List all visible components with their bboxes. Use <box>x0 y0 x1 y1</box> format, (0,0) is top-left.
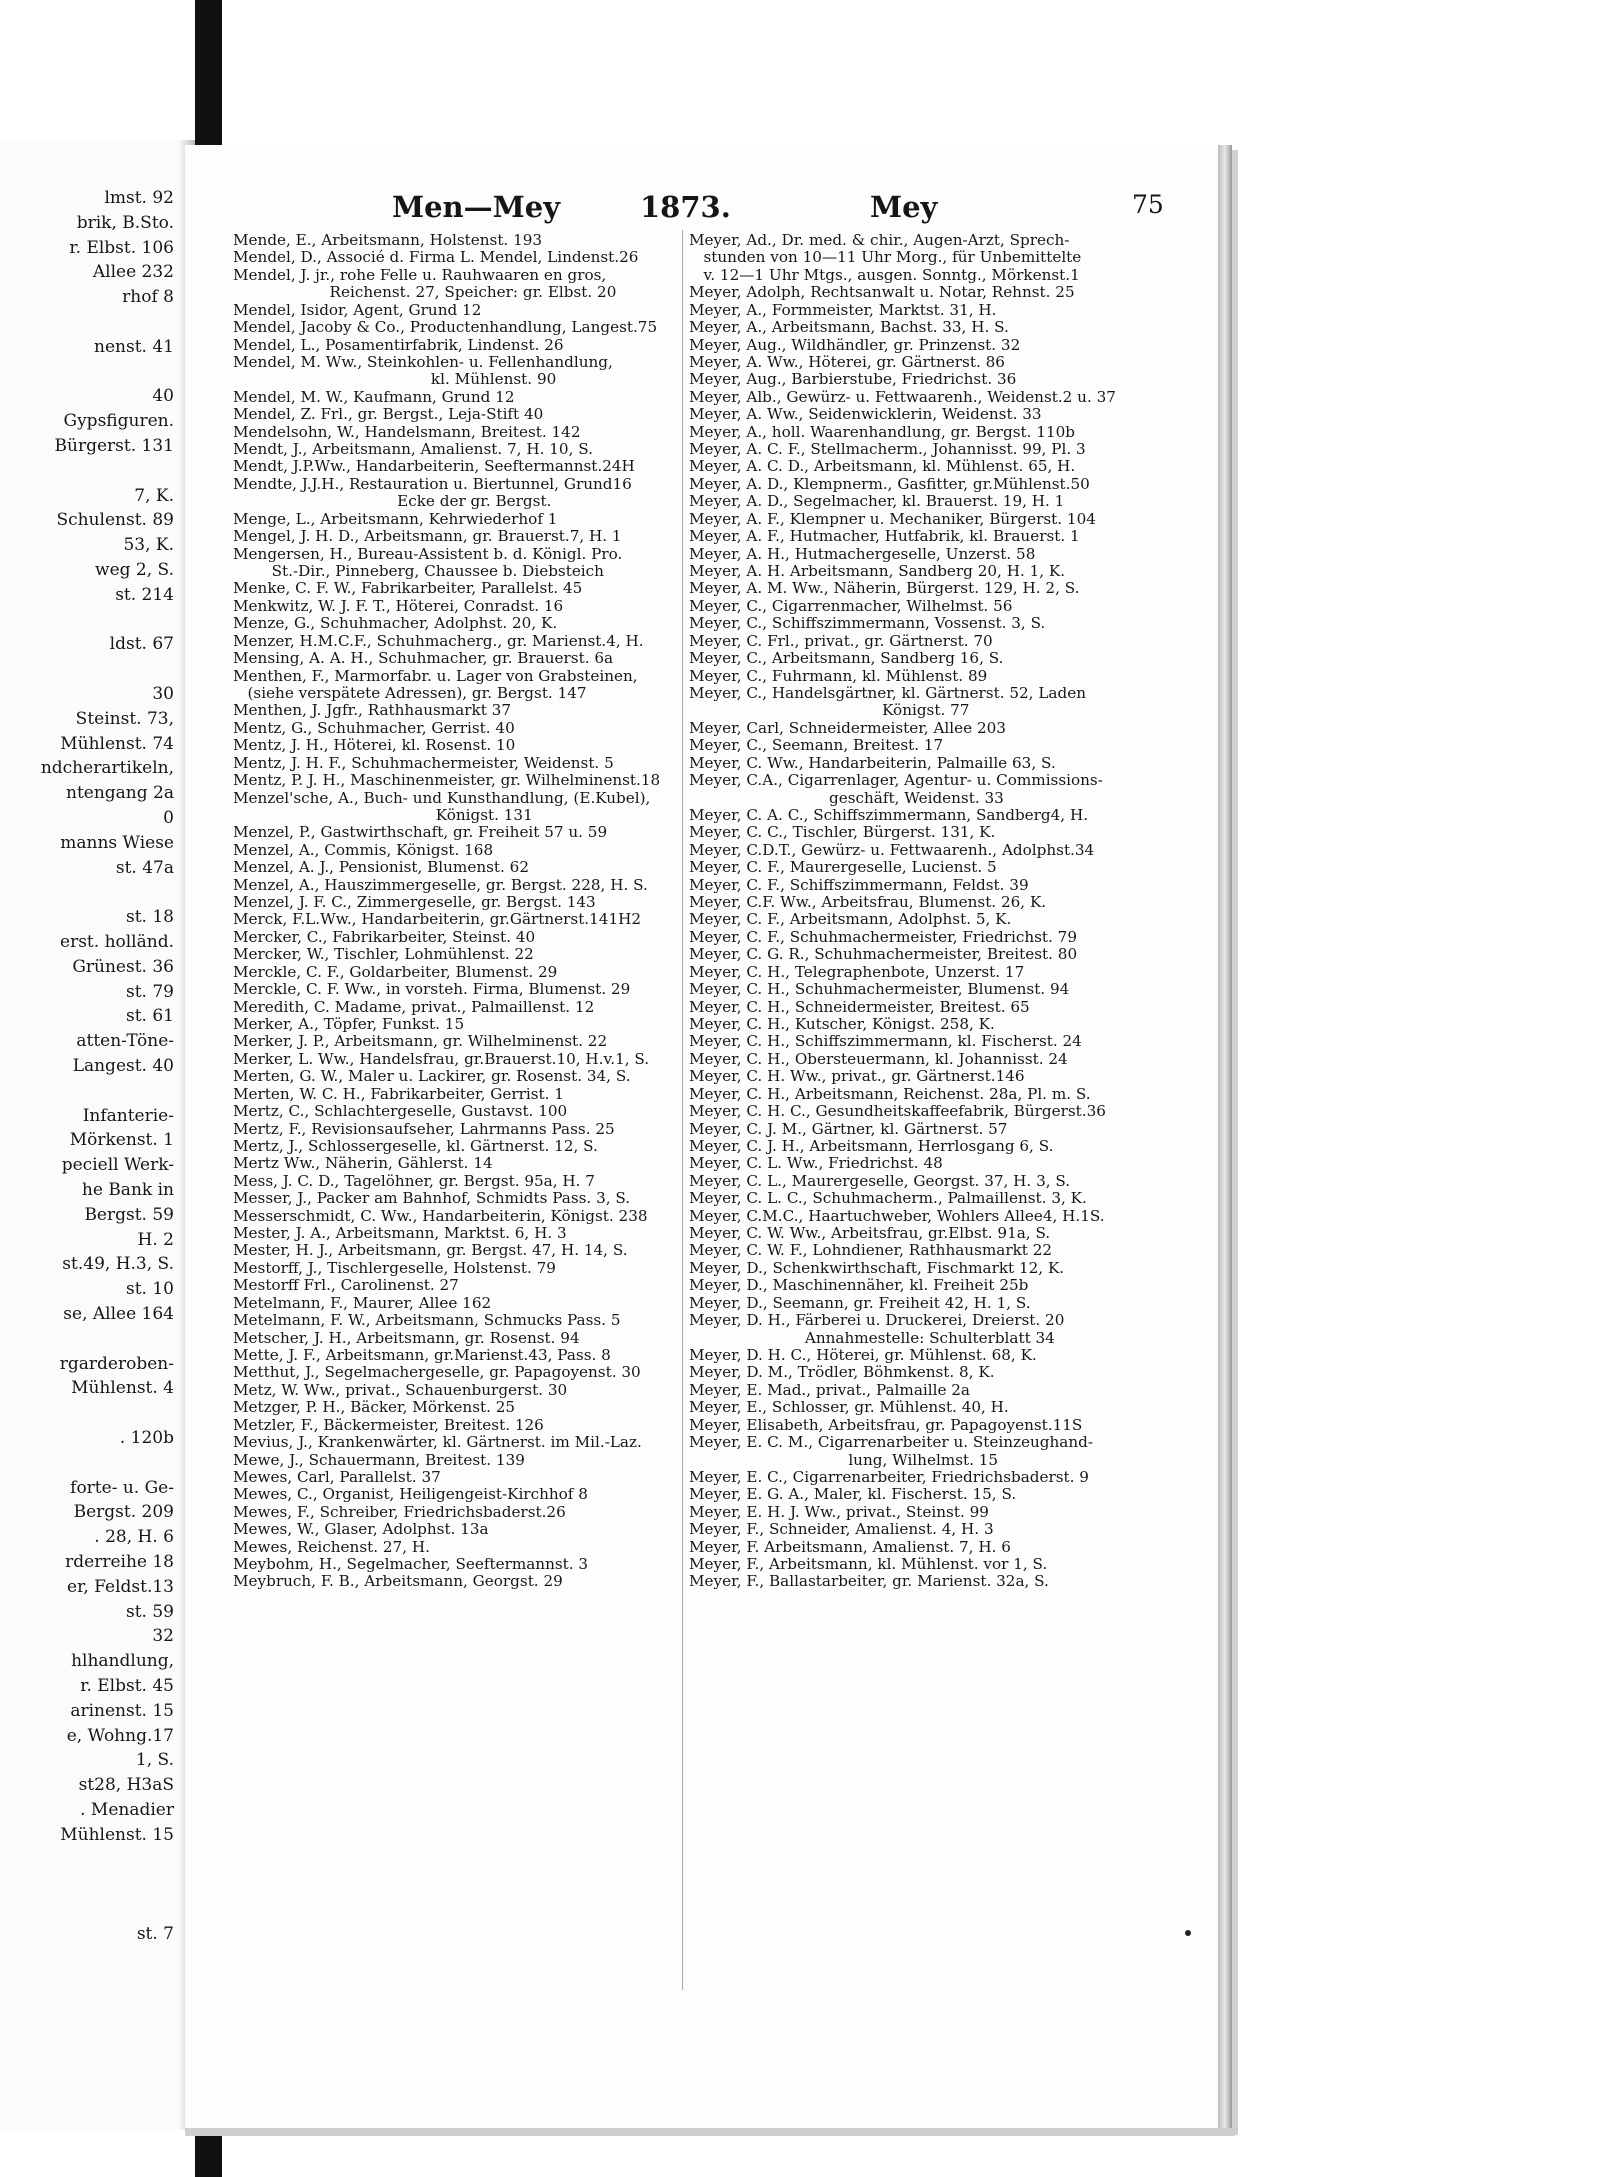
directory-entry: Meyer, C. F., Maurergeselle, Lucienst. 5 <box>689 859 997 877</box>
directory-entry: Mester, J. A., Arbeitsmann, Marktst. 6, H. 3 <box>233 1225 567 1243</box>
directory-entry: Mendel, Jacoby & Co., Productenhandlung, Langest.75 <box>233 319 658 337</box>
directory-entry: Menzel, A., Hauszimmergeselle, gr. Bergst. 228, H. S. <box>233 876 648 894</box>
directory-entry: Meyer, C.M.C., Haartuchweber, Wohlers Allee4, H.1S. <box>689 1207 1105 1225</box>
directory-entry: Meyer, Alb., Gewürz- u. Fettwaarenh., Weidenst.2 u. 37 <box>689 388 1116 406</box>
directory-entry: Meyer, C. F., Schiffszimmermann, Feldst. 39 <box>689 876 1029 894</box>
left-page-line: Bürgerst. 131 <box>54 436 174 456</box>
directory-column-right <box>689 232 1149 1591</box>
directory-entry: Mette, J. F., Arbeitsmann, gr.Marienst.43, Pass. 8 <box>233 1347 611 1364</box>
left-page-line: st. 59 <box>126 1601 174 1622</box>
directory-entry: Meyer, Aug., Barbierstube, Friedrichst. 36 <box>689 371 1017 389</box>
directory-entry: Meyer, C. H., Schneidermeister, Breitest. 65 <box>689 998 1030 1016</box>
directory-entry: Meyer, E. C. M., Cigarrenarbeiter u. Steinzeughand- <box>689 1434 1094 1452</box>
directory-entry: Mendel, J. jr., rohe Felle u. Rauhwaaren en gros, <box>233 266 607 284</box>
left-page-line: st. 7 <box>136 1924 174 1944</box>
directory-entry: Mendelsohn, W., Handelsmann, Breitest. 142 <box>233 423 581 441</box>
directory-entry: Mewes, Carl, Parallelst. 37 <box>233 1468 441 1486</box>
left-page-line: Infanterie- <box>82 1105 174 1126</box>
left-page-line: arinenst. 15 <box>70 1700 174 1721</box>
directory-entry: Mende, E., Arbeitsmann, Holstenst. 193 <box>233 232 543 249</box>
directory-entry: Meyer, C., Cigarrenmacher, Wilhelmst. 56 <box>689 597 1013 615</box>
directory-entry: Meyer, A. D., Klempnerm., Gasfitter, gr.Mühlenst.50 <box>689 475 1090 493</box>
directory-entry: Reichenst. 27, Speicher: gr. Elbst. 20 <box>233 284 617 302</box>
directory-entry: Meyer, F., Ballastarbeiter, gr. Marienst. 32a, S. <box>689 1573 1049 1591</box>
directory-entry: Merker, A., Töpfer, Funkst. 15 <box>233 1015 465 1033</box>
left-page-line: Grünest. 36 <box>72 956 174 977</box>
directory-entry: Mestorff Frl., Carolinenst. 27 <box>233 1277 459 1295</box>
left-page-line: he Bank in <box>81 1180 174 1200</box>
directory-entry: Mentz, J. H. F., Schuhmachermeister, Weidenst. 5 <box>233 754 614 772</box>
directory-entry: Meyer, A., Arbeitsmann, Bachst. 33, H. S. <box>689 319 1009 337</box>
left-page-line: Gypsfiguren. <box>63 411 174 432</box>
directory-entry: Merker, L. Ww., Handelsfrau, gr.Brauerst.10, H.v.1, S. <box>233 1050 650 1068</box>
directory-entry: Mendel, M. W., Kaufmann, Grund 12 <box>233 388 515 406</box>
left-page-line: Langest. 40 <box>72 1056 174 1076</box>
directory-entry: Meyer, Carl, Schneidermeister, Allee 203 <box>689 719 1006 737</box>
directory-entry: lung, Wilhelmst. 15 <box>689 1451 999 1469</box>
left-page-line: peciell Werk- <box>61 1155 174 1176</box>
left-page-line: 0 <box>163 808 174 828</box>
left-page-line: nenst. 41 <box>94 336 174 357</box>
left-page-fragment <box>0 140 178 2130</box>
directory-entry: Mercker, W., Tischler, Lohmühlenst. 22 <box>233 946 534 964</box>
left-page-line: st. 47a <box>115 857 174 878</box>
left-page-line: r. Elbst. 45 <box>80 1676 174 1696</box>
directory-entry: Mertz, J., Schlossergeselle, kl. Gärtnerst. 12, S. <box>233 1137 598 1155</box>
directory-entry: Menzel, J. F. C., Zimmergeselle, gr. Bergst. 143 <box>233 894 596 912</box>
directory-entry: Meyer, C. H., Schuhmachermeister, Blumenst. 94 <box>689 981 1070 999</box>
left-page-line: st. 10 <box>126 1279 174 1300</box>
left-page-line: 30 <box>152 684 174 704</box>
left-page-line: Mühlenst. 15 <box>60 1824 174 1845</box>
directory-entry: Menze, G., Schuhmacher, Adolphst. 20, K. <box>233 615 558 633</box>
directory-entry: Meyer, A. F., Hutmacher, Hutfabrik, kl. Brauerst. 1 <box>689 528 1080 546</box>
directory-entry: Menge, L., Arbeitsmann, Kehrwiederhof 1 <box>233 510 558 528</box>
directory-entry: Menzel, A. J., Pensionist, Blumenst. 62 <box>233 859 529 877</box>
directory-entry: Meyer, Elisabeth, Arbeitsfrau, gr. Papagoyenst.11S <box>689 1416 1083 1434</box>
directory-entry: Merker, J. P., Arbeitsmann, gr. Wilhelminenst. 22 <box>233 1033 608 1051</box>
left-page-line: st. 61 <box>126 1006 174 1027</box>
directory-column-left <box>233 232 713 1591</box>
directory-entry: Meyer, C. A. C., Schiffszimmermann, Sandberg4, H. <box>689 806 1089 824</box>
directory-entry: Meyer, A. H. Arbeitsmann, Sandberg 20, H. 1, K. <box>689 563 1066 581</box>
directory-entry: Merten, G. W., Maler u. Lackirer, gr. Rosenst. 34, S. <box>233 1068 631 1086</box>
directory-entry: Meyer, C. J. H., Arbeitsmann, Herrlosgang 6, S. <box>689 1137 1054 1155</box>
left-page-line: ndcherartikeln, <box>40 758 174 779</box>
directory-entry: Meyer, A. C. F., Stellmacherm., Johannisst. 99, Pl. 3 <box>689 441 1086 459</box>
directory-entry: Meyer, A. D., Segelmacher, kl. Brauerst. 19, H. 1 <box>689 493 1065 511</box>
directory-entry: Meyer, C. W. F., Lohndiener, Rathhausmarkt 22 <box>689 1242 1053 1260</box>
directory-entry: Meyer, E. H. J. Ww., privat., Steinst. 99 <box>689 1503 989 1521</box>
directory-entry: Meyer, C., Fuhrmann, kl. Mühlenst. 89 <box>689 667 988 685</box>
left-page-line: forte- u. Ge- <box>70 1477 174 1498</box>
directory-entry: Mendel, Isidor, Agent, Grund 12 <box>233 301 482 319</box>
left-page-line: . 120b <box>119 1428 174 1448</box>
directory-entry: Meyer, F. Arbeitsmann, Amalienst. 7, H. 6 <box>689 1538 1011 1556</box>
directory-entry: kl. Mühlenst. 90 <box>233 371 557 389</box>
directory-entry: Menthen, J. Jgfr., Rathhausmarkt 37 <box>233 702 512 720</box>
page-edge-inner <box>1232 150 1238 2135</box>
directory-entry: Mewes, W., Glaser, Adolphst. 13a <box>233 1521 489 1539</box>
left-page-line: Schulenst. 89 <box>56 510 174 531</box>
directory-entry: Merckle, C. F. Ww., in vorsteh. Firma, Blumenst. 29 <box>233 981 631 999</box>
directory-entry: Meyer, E., Schlosser, gr. Mühlenst. 40, H. <box>689 1399 1009 1417</box>
directory-entry: Meyer, E. C., Cigarrenarbeiter, Friedrichsbaderst. 9 <box>689 1468 1089 1486</box>
directory-entry: Mentz, J. H., Höterei, kl. Rosenst. 10 <box>233 737 516 755</box>
left-page-line: e, Wohng.17 <box>66 1725 174 1746</box>
directory-entry: Mertz, F., Revisionsaufseher, Lahrmanns Pass. 25 <box>233 1120 615 1138</box>
directory-entry: Mercker, C., Fabrikarbeiter, Steinst. 40 <box>233 928 536 946</box>
directory-entry: Meyer, E. G. A., Maler, kl. Fischerst. 15, S. <box>689 1486 1017 1504</box>
directory-entry: Meyer, C. H., Kutscher, Königst. 258, K. <box>689 1015 995 1033</box>
page-number: 75 <box>1132 190 1164 219</box>
directory-entry: geschäft, Weidenst. 33 <box>689 789 1004 807</box>
left-page-line: Allee 232 <box>92 262 174 283</box>
left-page-line: Steinst. 73, <box>75 708 174 729</box>
directory-entry: Meyer, C.D.T., Gewürz- u. Fettwaarenh., Adolphst.34 <box>689 841 1095 859</box>
directory-entry: Meyer, C. H., Obersteuermann, kl. Johannisst. 24 <box>689 1050 1068 1068</box>
directory-entry: Mendt, J., Arbeitsmann, Amalienst. 7, H. 10, S. <box>233 441 593 459</box>
left-page-line: Bergst. 209 <box>73 1502 174 1523</box>
directory-entry: Meyer, C.A., Cigarrenlager, Agentur- u. Commissions- <box>689 772 1103 790</box>
directory-entry: Meyer, C. C., Tischler, Bürgerst. 131, K. <box>689 824 996 842</box>
directory-entry: Metscher, J. H., Arbeitsmann, gr. Rosenst. 94 <box>233 1329 580 1347</box>
left-page-line: er, Feldst.13 <box>67 1576 174 1597</box>
directory-entry: Meyer, C. H., Telegraphenbote, Unzerst. 17 <box>689 963 1025 981</box>
left-page-line: lmst. 92 <box>104 188 174 208</box>
left-page-line: se, Allee 164 <box>63 1304 174 1324</box>
directory-entry: Mendel, L., Posamentirfabrik, Lindenst. 26 <box>233 336 564 354</box>
directory-entry: Messerschmidt, C. Ww., Handarbeiterin, Königst. 238 <box>233 1207 648 1225</box>
directory-entry: stunden von 10—11 Uhr Morg., für Unbemittelte <box>689 249 1082 267</box>
directory-entry: Meybohm, H., Segelmacher, Seeftermannst. 3 <box>233 1556 589 1574</box>
directory-entry: Meyer, F., Schneider, Amalienst. 4, H. 3 <box>689 1521 994 1539</box>
left-page-line: st. 18 <box>126 907 174 928</box>
directory-entry: v. 12—1 Uhr Mtgs., ausgen. Sonntg., Mörkenst.1 <box>689 266 1080 284</box>
directory-entry: Menkwitz, W. J. F. T., Höterei, Conradst. 16 <box>233 597 564 615</box>
directory-entry: Meyer, C. L., Maurergeselle, Georgst. 37, H. 3, S. <box>689 1172 1071 1190</box>
left-page-line: . 28, H. 6 <box>94 1527 174 1548</box>
left-page-line: rderreihe 18 <box>65 1552 174 1572</box>
directory-entry: Meyer, D., Maschinennäher, kl. Freiheit 25b <box>689 1277 1029 1295</box>
left-page-line: Mörkenst. 1 <box>69 1130 174 1151</box>
left-page-line: Mühlenst. 4 <box>71 1378 174 1399</box>
directory-entry: Mewes, Reichenst. 27, H. <box>233 1538 430 1556</box>
left-page-line: rgarderoben- <box>59 1353 174 1374</box>
directory-entry: Metthut, J., Segelmachergeselle, gr. Papagoyenst. 30 <box>233 1364 641 1382</box>
directory-entry: Meyer, C. H. C., Gesundheitskaffeefabrik, Bürgerst.36 <box>689 1103 1106 1121</box>
directory-entry: Mendt, J.P.Ww., Handarbeiterin, Seeftermannst.24H <box>233 458 635 476</box>
directory-entry: Mengel, J. H. D., Arbeitsmann, gr. Brauerst.7, H. 1 <box>233 528 622 546</box>
directory-entry: Mewe, J., Schauermann, Breitest. 139 <box>233 1451 525 1469</box>
directory-entry: Ecke der gr. Bergst. <box>233 493 552 511</box>
directory-entry: Mertz Ww., Näherin, Gählerst. 14 <box>233 1155 493 1173</box>
directory-entry: Meyer, C. F., Arbeitsmann, Adolphst. 5, K. <box>689 911 1012 929</box>
directory-entry: Meyer, A. H., Hutmachergeselle, Unzerst. 58 <box>689 545 1036 563</box>
directory-entry: Mendel, M. Ww., Steinkohlen- u. Fellenhandlung, <box>233 353 613 371</box>
left-page-line: brik, B.Sto. <box>76 212 174 233</box>
directory-entry: Mewes, F., Schreiber, Friedrichsbaderst.26 <box>233 1503 566 1521</box>
directory-entry: Meyer, C. H., Schiffszimmermann, kl. Fischerst. 24 <box>689 1033 1082 1051</box>
left-page-line: r. Elbst. 106 <box>69 237 174 258</box>
left-page-line: . Menadier <box>80 1800 174 1820</box>
directory-entry: Messer, J., Packer am Bahnhof, Schmidts Pass. 3, S. <box>233 1190 631 1208</box>
left-page-line: ntengang 2a <box>66 783 174 804</box>
directory-entry: Meyer, C. L. Ww., Friedrichst. 48 <box>689 1155 943 1173</box>
directory-entry: Meyer, F., Arbeitsmann, kl. Mühlenst. vor 1, S. <box>689 1556 1048 1574</box>
left-page-line: 7, K. <box>134 485 174 506</box>
directory-entry: Meybruch, F. B., Arbeitsmann, Georgst. 29 <box>233 1573 563 1591</box>
header-center: Mey <box>870 190 938 224</box>
directory-entry: Menzel, A., Commis, Königst. 168 <box>233 841 494 859</box>
directory-entry: Meyer, C. H. Ww., privat., gr. Gärtnerst.146 <box>689 1068 1025 1086</box>
directory-entry: Meyer, Ad., Dr. med. & chir., Augen-Arzt, Sprech- <box>689 232 1070 249</box>
directory-entry: Meyer, A. Ww., Seidenwicklerin, Weidenst. 33 <box>689 406 1042 424</box>
directory-entry: Königst. 77 <box>689 702 970 720</box>
directory-entry: Meyer, E. Mad., privat., Palmaille 2a <box>689 1381 970 1399</box>
directory-entry: Menzer, H.M.C.F., Schuhmacherg., gr. Marienst.4, H. <box>233 632 644 650</box>
left-page-line: st.49, H.3, S. <box>62 1254 174 1275</box>
directory-entry: Mester, H. J., Arbeitsmann, gr. Bergst. 47, H. 14, S. <box>233 1242 628 1260</box>
page-bottom-shadow <box>185 2128 1235 2136</box>
directory-entry: Mertz, C., Schlachtergeselle, Gustavst. 100 <box>233 1103 568 1121</box>
directory-entry: Mensing, A. A. H., Schuhmacher, gr. Brauerst. 6a <box>233 650 614 668</box>
directory-entry: Mess, J. C. D., Tagelöhner, gr. Bergst. 95a, H. 7 <box>233 1172 595 1190</box>
directory-entry: Menzel, P., Gastwirthschaft, gr. Freiheit 57 u. 59 <box>233 824 608 842</box>
directory-entry: Mendel, Z. Frl., gr. Bergst., Leja-Stift 40 <box>233 406 544 424</box>
directory-entry: Mendte, J.J.H., Restauration u. Biertunnel, Grund16 <box>233 475 632 493</box>
directory-entry: Meredith, C. Madame, privat., Palmaillenst. 12 <box>233 998 595 1016</box>
directory-entry: Meyer, C. F., Schuhmachermeister, Friedrichst. 79 <box>689 928 1078 946</box>
directory-entry: Meyer, D., Seemann, gr. Freiheit 42, H. 1, S. <box>689 1294 1031 1312</box>
left-page-line: Bergst. 59 <box>84 1204 174 1225</box>
directory-entry: Merckle, C. F., Goldarbeiter, Blumenst. 29 <box>233 963 558 981</box>
directory-entry: Meyer, C., Schiffszimmermann, Vossenst. 3, S. <box>689 615 1046 633</box>
directory-entry: Meyer, Adolph, Rechtsanwalt u. Notar, Rehnst. 25 <box>689 284 1075 302</box>
left-page-line: 53, K. <box>123 535 174 556</box>
directory-entry: Meyer, A. M. Ww., Näherin, Bürgerst. 129, H. 2, S. <box>689 580 1080 598</box>
directory-entry: Merten, W. C. H., Fabrikarbeiter, Gerrist. 1 <box>233 1085 564 1103</box>
left-page-line: hlhandlung, <box>71 1651 174 1672</box>
directory-entry: Metzger, P. H., Bäcker, Mörkenst. 25 <box>233 1399 516 1417</box>
directory-entry: St.-Dir., Pinneberg, Chaussee b. Diebsteich <box>233 563 604 581</box>
directory-entry: Metelmann, F., Maurer, Allee 162 <box>233 1294 492 1312</box>
directory-entry: Meyer, A. C. D., Arbeitsmann, kl. Mühlenst. 65, H. <box>689 458 1076 476</box>
left-page-line: rhof 8 <box>122 287 174 308</box>
directory-entry: (siehe verspätete Adressen), gr. Bergst. 147 <box>233 684 587 702</box>
directory-entry: Meyer, C. G. R., Schuhmachermeister, Breitest. 80 <box>689 946 1078 964</box>
directory-entry: Menzel'sche, A., Buch- und Kunsthandlung, (E.Kubel), <box>233 789 651 807</box>
left-page-line: st. 79 <box>126 981 174 1002</box>
directory-entry: Mestorff, J., Tischlergeselle, Holstenst. 79 <box>233 1259 556 1277</box>
directory-entry: Meyer, C. J. M., Gärtner, kl. Gärtnerst. 57 <box>689 1120 1008 1138</box>
directory-entry: Meyer, C. L. C., Schuhmacherm., Palmaillenst. 3, K. <box>689 1190 1087 1208</box>
directory-entry: Meyer, A., holl. Waarenhandlung, gr. Bergst. 110b <box>689 423 1076 441</box>
left-page-line: Mühlenst. 74 <box>60 733 174 754</box>
ink-speck <box>1185 1930 1191 1936</box>
left-page-line: 40 <box>152 386 174 407</box>
left-page-line: 32 <box>152 1626 174 1647</box>
directory-entry: Meyer, D., Schenkwirthschaft, Fischmarkt 12, K. <box>689 1259 1065 1277</box>
left-page-line: manns Wiese <box>60 832 174 853</box>
directory-entry: Meyer, A. Ww., Höterei, gr. Gärtnerst. 86 <box>689 353 1005 371</box>
directory-entry: Mewes, C., Organist, Heiligengeist-Kirchhof 8 <box>233 1486 588 1504</box>
header-range: Men—Mey <box>392 190 561 224</box>
header-year: 1873. <box>640 190 731 224</box>
directory-entry: Annahmestelle: Schulterblatt 34 <box>689 1329 1055 1347</box>
directory-entry: Meyer, C. W. Ww., Arbeitsfrau, gr.Elbst. 91a, S. <box>689 1225 1051 1243</box>
left-page-line: erst. holländ. <box>60 932 174 952</box>
directory-entry: Mentz, G., Schuhmacher, Gerrist. 40 <box>233 719 515 737</box>
directory-entry: Mentz, P. J. H., Maschinenmeister, gr. Wilhelminenst.18 <box>233 772 661 790</box>
directory-entry: Metzler, F., Bäckermeister, Breitest. 126 <box>233 1416 544 1434</box>
directory-entry: Meyer, D. M., Trödler, Böhmkenst. 8, K. <box>689 1364 995 1382</box>
directory-entry: Meyer, A. F., Klempner u. Mechaniker, Bürgerst. 104 <box>689 510 1096 528</box>
left-page-line: weg 2, S. <box>95 560 174 580</box>
directory-entry: Meyer, Aug., Wildhändler, gr. Prinzenst. 32 <box>689 336 1021 354</box>
directory-entry: Meyer, D. H. C., Höterei, gr. Mühlenst. 68, K. <box>689 1347 1037 1364</box>
left-page-line: atten-Töne- <box>76 1031 174 1052</box>
directory-entry: Metz, W. Ww., privat., Schauenburgerst. 30 <box>233 1381 568 1399</box>
directory-entry: Meyer, C., Handelsgärtner, kl. Gärtnerst. 52, Laden <box>689 684 1086 702</box>
directory-entry: Meyer, C. Ww., Handarbeiterin, Palmaille 63, S. <box>689 754 1056 772</box>
directory-entry: Königst. 131 <box>233 806 533 824</box>
directory-entry: Meyer, C. H., Arbeitsmann, Reichenst. 28a, Pl. m. S. <box>689 1085 1091 1103</box>
directory-entry: Meyer, C. Frl., privat., gr. Gärtnerst. 70 <box>689 632 993 650</box>
directory-entry: Meyer, C.F. Ww., Arbeitsfrau, Blumenst. 26, K. <box>689 894 1047 912</box>
directory-entry: Metelmann, F. W., Arbeitsmann, Schmucks Pass. 5 <box>233 1312 621 1330</box>
directory-entry: Mendel, D., Associé d. Firma L. Mendel, Lindenst.26 <box>233 249 639 267</box>
directory-entry: Mevius, J., Krankenwärter, kl. Gärtnerst. im Mil.-Laz. <box>233 1434 642 1452</box>
directory-entry: Meyer, D. H., Färberei u. Druckerei, Dreierst. 20 <box>689 1312 1065 1330</box>
directory-entry: Mengersen, H., Bureau-Assistent b. d. Königl. Pro. <box>233 545 623 563</box>
directory-entry: Menthen, F., Marmorfabr. u. Lager von Grabsteinen, <box>233 667 638 685</box>
left-page-line: H. 2 <box>137 1229 174 1250</box>
page-edge <box>1218 145 1232 2135</box>
left-page-line: ldst. 67 <box>109 634 174 655</box>
left-page-line: st28, H3aS <box>78 1775 174 1796</box>
column-divider <box>682 230 683 1990</box>
directory-entry: Meyer, C., Arbeitsmann, Sandberg 16, S. <box>689 650 1004 668</box>
directory-entry: Meyer, A., Formmeister, Marktst. 31, H. <box>689 301 997 319</box>
directory-entry: Merck, F.L.Ww., Handarbeiterin, gr.Gärtnerst.141H2 <box>233 911 642 929</box>
directory-entry: Meyer, C., Seemann, Breitest. 17 <box>689 737 944 755</box>
directory-entry: Menke, C. F. W., Fabrikarbeiter, Parallelst. 45 <box>233 580 583 598</box>
left-page-line: st. 214 <box>115 584 174 605</box>
left-page-line: 1, S. <box>135 1750 174 1771</box>
